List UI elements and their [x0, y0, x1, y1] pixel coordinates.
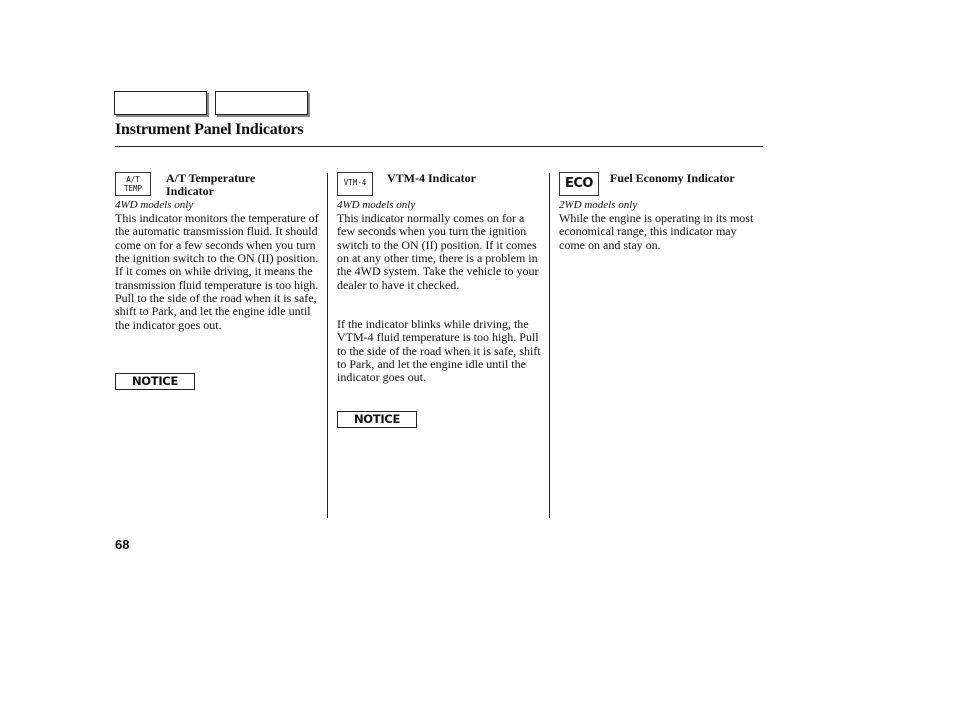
nav-tab-box-2[interactable]	[215, 91, 308, 115]
title-rule	[115, 146, 763, 147]
notice-label: NOTICE	[337, 411, 417, 428]
section-paragraph: While the engine is operating in its most economical range, this indicator may come on and stay on.	[559, 211, 754, 252]
page-title: Instrument Panel Indicators	[115, 121, 304, 138]
section-heading: VTM-4 Indicator	[387, 171, 476, 185]
model-note: 2WD models only	[559, 199, 638, 211]
model-note: 4WD models only	[337, 199, 416, 211]
section-heading: Fuel Economy Indicator	[610, 171, 735, 185]
section-paragraph: This indicator monitors the temperature of the automatic transmission fluid. It should come on for a few seconds when you turn the ignition switch to the ON (II) position. If it comes on while driving, it means the transmission fluid temperature is too high. Pull to the side of the road when it is safe, shift to Park, and let the engine idle until the indicator goes out.	[115, 211, 319, 332]
section-paragraph: This indicator normally comes on for a few seconds when you turn the ignition switch to the ON (II) position. If it comes on at any other time, there is a problem in the 4WD system. Take the vehicle to your dealer to have it checked.	[337, 211, 539, 292]
eco-indicator-icon: ECO	[559, 172, 599, 196]
page-number: 68	[115, 537, 130, 552]
model-note: 4WD models only	[115, 199, 194, 211]
notice-label: NOTICE	[115, 373, 195, 390]
section-heading: A/T Temperature Indicator	[166, 171, 256, 198]
column-divider-1	[327, 173, 328, 518]
vtm4-indicator-icon: VTM-4	[337, 172, 373, 196]
section-paragraph: If the indicator blinks while driving, the VTM-4 fluid temperature is too high. Pull to the side of the road when it is safe, shift to Park, and let the engine idle until the indicator goes out.	[337, 317, 541, 385]
at-temp-indicator-icon: A/T TEMP	[115, 172, 151, 196]
column-divider-2	[549, 173, 550, 518]
nav-tab-box-1[interactable]	[114, 91, 207, 115]
